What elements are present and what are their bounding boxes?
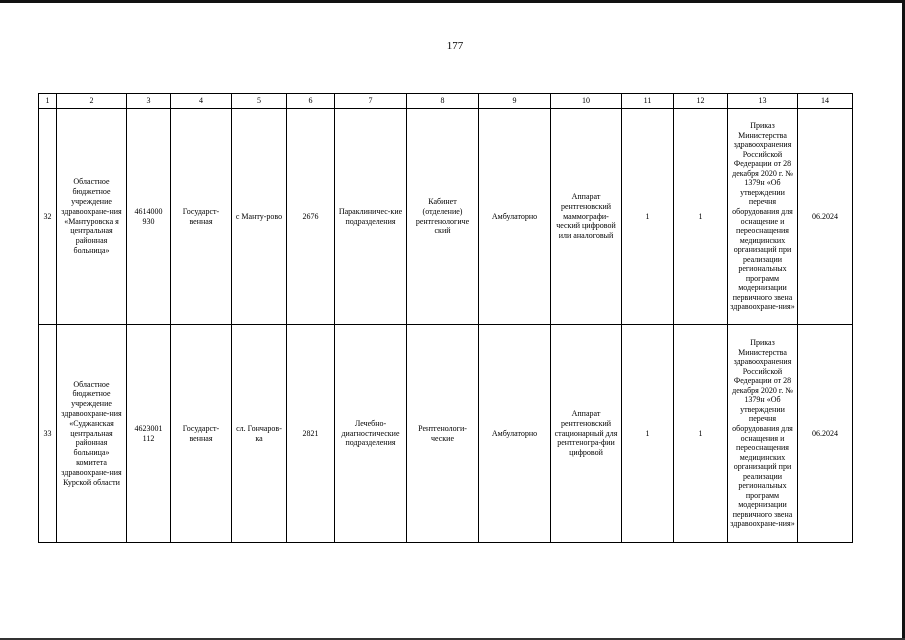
care-type-cell: Амбулаторно — [479, 325, 551, 543]
header-cell: 8 — [407, 94, 479, 109]
unit-cell: Кабинет (отделение) рентгенологиче ский — [407, 109, 479, 325]
table-row — [39, 109, 853, 325]
header-cell: 2 — [57, 94, 127, 109]
institution-cell: Областное бюджетное учреждение здравоохране-ния «Мантуровска я центральная районная больница» — [57, 109, 127, 325]
row-number-cell: 33 — [39, 325, 57, 543]
number-cell: 2676 — [287, 109, 335, 325]
equipment-cell: Аппарат рентгеновский стационарный для рентгеногра-фии цифровой — [551, 325, 622, 543]
quantity-cell: 1 — [674, 325, 728, 543]
equipment-cell: Аппарат рентгеновский маммографи-ческий цифровой или аналоговый — [551, 109, 622, 325]
ownership-cell: Государст-венная — [171, 109, 232, 325]
table-header-row — [39, 94, 853, 109]
basis-cell: Приказ Министерства здравоохранения Российской Федерации от 28 декабря 2020 г. № 1379н «Об утверждении перечня оборудования для оснащение и переоснащения медицинских организаций при реализации региональных программ модернизации первичного звена здравоохране-ния» — [728, 109, 798, 325]
basis-cell: Приказ Министерства здравоохранения Российской Федерации от 28 декабря 2020 г. № 1379н «Об утверждении перечня оборудования для оснащения и переоснащения медицинских организаций при реализации региональных программ модернизации первичного звена здравоохране-ния» — [728, 325, 798, 543]
equipment-table — [38, 93, 853, 543]
header-cell: 12 — [674, 94, 728, 109]
table-row — [39, 325, 853, 543]
unit-cell: Рентгенологи-ческие — [407, 325, 479, 543]
header-cell: 4 — [171, 94, 232, 109]
code-cell: 4614000 930 — [127, 109, 171, 325]
header-cell: 3 — [127, 94, 171, 109]
header-cell: 11 — [622, 94, 674, 109]
header-cell: 10 — [551, 94, 622, 109]
header-cell: 1 — [39, 94, 57, 109]
scan-edge-top — [0, 0, 905, 3]
number-cell: 2821 — [287, 325, 335, 543]
header-cell: 5 — [232, 94, 287, 109]
date-cell: 06.2024 — [798, 109, 853, 325]
care-type-cell: Амбулаторно — [479, 109, 551, 325]
code-cell: 4623001 112 — [127, 325, 171, 543]
division-cell: Параклиничес-кие подразделения — [335, 109, 407, 325]
header-cell: 7 — [335, 94, 407, 109]
quantity-cell: 1 — [622, 109, 674, 325]
header-cell: 14 — [798, 94, 853, 109]
date-cell: 06.2024 — [798, 325, 853, 543]
quantity-cell: 1 — [622, 325, 674, 543]
row-number-cell: 32 — [39, 109, 57, 325]
locality-cell: сл. Гончаров-ка — [232, 325, 287, 543]
page-number: 177 — [446, 40, 464, 52]
header-cell: 9 — [479, 94, 551, 109]
division-cell: Лечебно-диагностические подразделения — [335, 325, 407, 543]
ownership-cell: Государст-венная — [171, 325, 232, 543]
header-cell: 13 — [728, 94, 798, 109]
institution-cell: Областное бюджетное учреждение здравоохране-ния «Суджанская центральная районная больница» комитета здравоохране-ния Курской области — [57, 325, 127, 543]
locality-cell: с Манту-рово — [232, 109, 287, 325]
quantity-cell: 1 — [674, 109, 728, 325]
header-cell: 6 — [287, 94, 335, 109]
